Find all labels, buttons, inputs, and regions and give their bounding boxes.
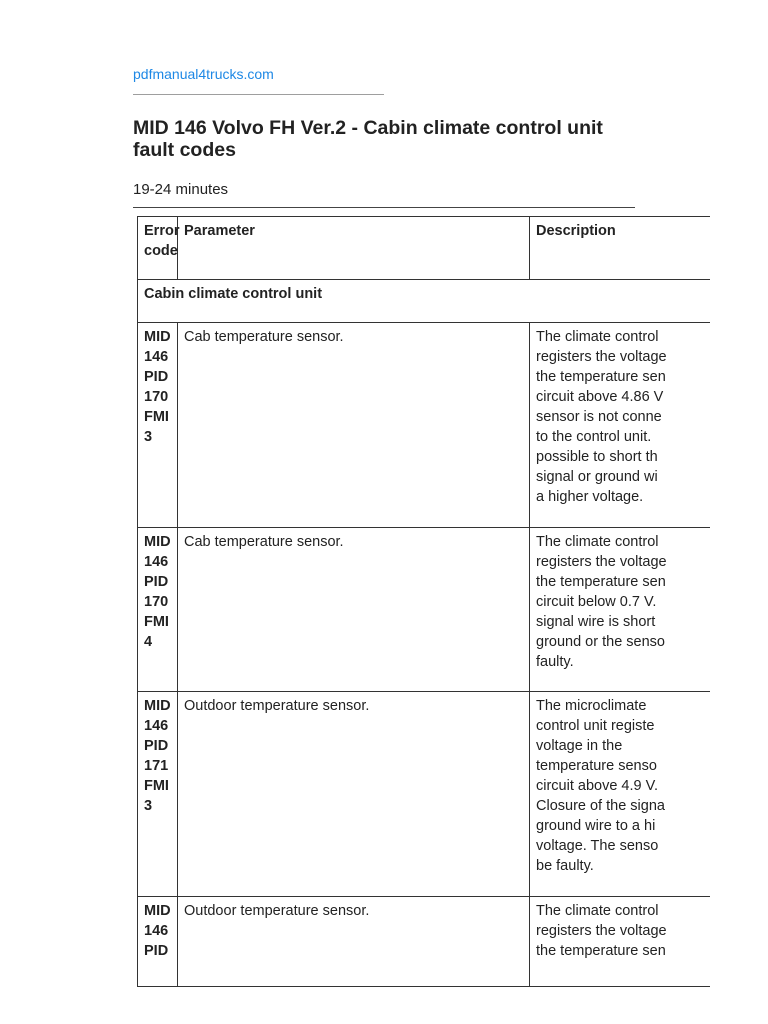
description-line: ground wire to a hi [536, 818, 656, 834]
table-row [138, 528, 711, 692]
description-cell [530, 323, 711, 528]
description-line: circuit above 4.9 V. [536, 778, 658, 794]
description-line: The climate control [536, 534, 659, 550]
description-line: control unit registe [536, 718, 655, 734]
description-line: registers the voltage [536, 349, 667, 365]
description-line: circuit above 4.86 V [536, 389, 664, 405]
column-header-description: Description [530, 217, 711, 280]
section-row [138, 280, 711, 323]
table-header-row [138, 217, 711, 280]
table-row [138, 897, 711, 987]
read-time: 19-24 minutes [133, 181, 229, 198]
table-row [138, 323, 711, 528]
description-line: The climate control [536, 329, 659, 345]
site-link[interactable]: pdfmanual4trucks.com [133, 66, 274, 82]
column-header-parameter: Parameter [178, 217, 530, 280]
description-line: temperature senso [536, 758, 657, 774]
description-line: registers the voltage [536, 554, 667, 570]
description-line: The climate control [536, 903, 659, 919]
section-title: Cabin climate control unit [138, 280, 711, 323]
error-code-cell: MID 146 PID 170 FMI 3 [138, 323, 178, 528]
description-line: The microclimate [536, 698, 647, 714]
description-cell [530, 528, 711, 692]
description-line: voltage. The senso [536, 838, 659, 854]
description-cell [530, 692, 711, 897]
column-header-error-code: Error code [138, 217, 178, 280]
description-line: be faulty. [536, 858, 594, 874]
description-line: the temperature sen [536, 574, 666, 590]
description-line: Closure of the signa [536, 798, 665, 814]
description-line: signal wire is short [536, 614, 656, 630]
parameter-cell: Cab temperature sensor. [178, 528, 530, 692]
description-line: ground or the senso [536, 634, 665, 650]
description-line: possible to short th [536, 449, 658, 465]
description-line: the temperature sen [536, 943, 666, 959]
error-code-cell: MID 146 PID [138, 897, 178, 987]
description-line: sensor is not conne [536, 409, 662, 425]
table-row [138, 692, 711, 897]
top-divider [133, 94, 384, 95]
description-line: faulty. [536, 654, 574, 670]
description-line: voltage in the [536, 738, 623, 754]
description-line: to the control unit. [536, 429, 652, 445]
parameter-cell: Cab temperature sensor. [178, 323, 530, 528]
fault-code-table [137, 216, 710, 987]
error-code-cell: MID 146 PID 171 FMI 3 [138, 692, 178, 897]
error-code-cell: MID 146 PID 170 FMI 4 [138, 528, 178, 692]
fault-code-table-viewport [137, 216, 710, 1024]
title-divider [133, 207, 635, 208]
parameter-cell: Outdoor temperature sensor. [178, 897, 530, 987]
description-line: the temperature sen [536, 369, 666, 385]
parameter-cell: Outdoor temperature sensor. [178, 692, 530, 897]
description-line: circuit below 0.7 V. [536, 594, 657, 610]
description-line: a higher voltage. [536, 489, 644, 505]
page-title: MID 146 Volvo FH Ver.2 - Cabin climate control unit fault codes [133, 117, 603, 161]
description-line: registers the voltage [536, 923, 667, 939]
description-cell [530, 897, 711, 987]
description-line: signal or ground wi [536, 469, 658, 485]
